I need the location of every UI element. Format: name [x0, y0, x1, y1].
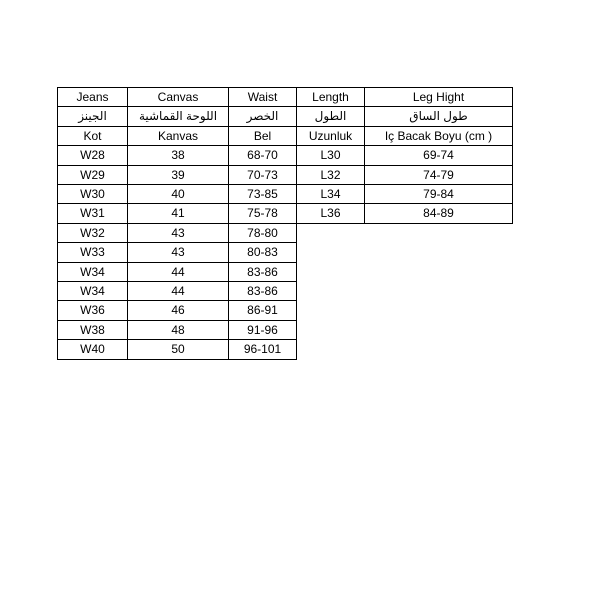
cell-waist: 91-96: [229, 320, 297, 339]
cell-canvas: 43: [128, 243, 229, 262]
cell-canvas: 41: [128, 204, 229, 223]
cell-waist: 70-73: [229, 165, 297, 184]
cell-empty: [297, 301, 365, 320]
cell-waist: 80-83: [229, 243, 297, 262]
header-jeans-ar: الجينز: [58, 107, 128, 126]
cell-leg: 84-89: [365, 204, 513, 223]
cell-jeans: W31: [58, 204, 128, 223]
header-waist-ar: الخصر: [229, 107, 297, 126]
cell-empty: [297, 340, 365, 359]
table-row: [58, 223, 513, 242]
cell-waist: 73-85: [229, 185, 297, 204]
table-row: [58, 185, 513, 204]
table-row: [58, 204, 513, 223]
cell-length: L36: [297, 204, 365, 223]
header-canvas-en: Canvas: [128, 88, 229, 107]
header-jeans-tr: Kot: [58, 126, 128, 145]
cell-jeans: W38: [58, 320, 128, 339]
cell-length: L30: [297, 146, 365, 165]
header-row-turkish: [58, 126, 513, 145]
cell-jeans: W34: [58, 262, 128, 281]
table-row: [58, 282, 513, 301]
header-leg-en: Leg Hight: [365, 88, 513, 107]
cell-jeans: W33: [58, 243, 128, 262]
table-row: [58, 165, 513, 184]
cell-jeans: W30: [58, 185, 128, 204]
cell-empty: [365, 340, 513, 359]
header-canvas-tr: Kanvas: [128, 126, 229, 145]
cell-canvas: 40: [128, 185, 229, 204]
cell-waist: 86-91: [229, 301, 297, 320]
cell-empty: [365, 282, 513, 301]
cell-empty: [297, 243, 365, 262]
cell-canvas: 48: [128, 320, 229, 339]
cell-leg: 74-79: [365, 165, 513, 184]
cell-jeans: W29: [58, 165, 128, 184]
cell-jeans: W34: [58, 282, 128, 301]
size-chart-table: [57, 87, 513, 360]
cell-empty: [365, 223, 513, 242]
cell-empty: [297, 320, 365, 339]
cell-jeans: W28: [58, 146, 128, 165]
cell-canvas: 44: [128, 262, 229, 281]
table-row: [58, 243, 513, 262]
cell-canvas: 39: [128, 165, 229, 184]
cell-canvas: 50: [128, 340, 229, 359]
table-row: [58, 146, 513, 165]
cell-waist: 83-86: [229, 262, 297, 281]
cell-length: L32: [297, 165, 365, 184]
header-leg-tr: Iç Bacak Boyu (cm ): [365, 126, 513, 145]
header-length-en: Length: [297, 88, 365, 107]
cell-jeans: W32: [58, 223, 128, 242]
table-row: [58, 320, 513, 339]
cell-empty: [297, 223, 365, 242]
cell-canvas: 38: [128, 146, 229, 165]
cell-empty: [365, 262, 513, 281]
cell-jeans: W40: [58, 340, 128, 359]
cell-canvas: 44: [128, 282, 229, 301]
cell-empty: [365, 320, 513, 339]
cell-canvas: 43: [128, 223, 229, 242]
cell-jeans: W36: [58, 301, 128, 320]
header-waist-en: Waist: [229, 88, 297, 107]
table-row: [58, 340, 513, 359]
header-leg-ar: طول الساق: [365, 107, 513, 126]
header-jeans-en: Jeans: [58, 88, 128, 107]
cell-leg: 79-84: [365, 185, 513, 204]
cell-empty: [297, 282, 365, 301]
cell-empty: [297, 262, 365, 281]
cell-empty: [365, 243, 513, 262]
cell-length: L34: [297, 185, 365, 204]
cell-waist: 75-78: [229, 204, 297, 223]
cell-leg: 69-74: [365, 146, 513, 165]
table-row: [58, 301, 513, 320]
cell-waist: 83-86: [229, 282, 297, 301]
header-canvas-ar: اللوحة القماشية: [128, 107, 229, 126]
cell-waist: 78-80: [229, 223, 297, 242]
header-length-tr: Uzunluk: [297, 126, 365, 145]
cell-waist: 96-101: [229, 340, 297, 359]
cell-canvas: 46: [128, 301, 229, 320]
header-row-english: [58, 88, 513, 107]
header-row-arabic: [58, 107, 513, 126]
header-length-ar: الطول: [297, 107, 365, 126]
cell-waist: 68-70: [229, 146, 297, 165]
header-waist-tr: Bel: [229, 126, 297, 145]
cell-empty: [365, 301, 513, 320]
table-row: [58, 262, 513, 281]
